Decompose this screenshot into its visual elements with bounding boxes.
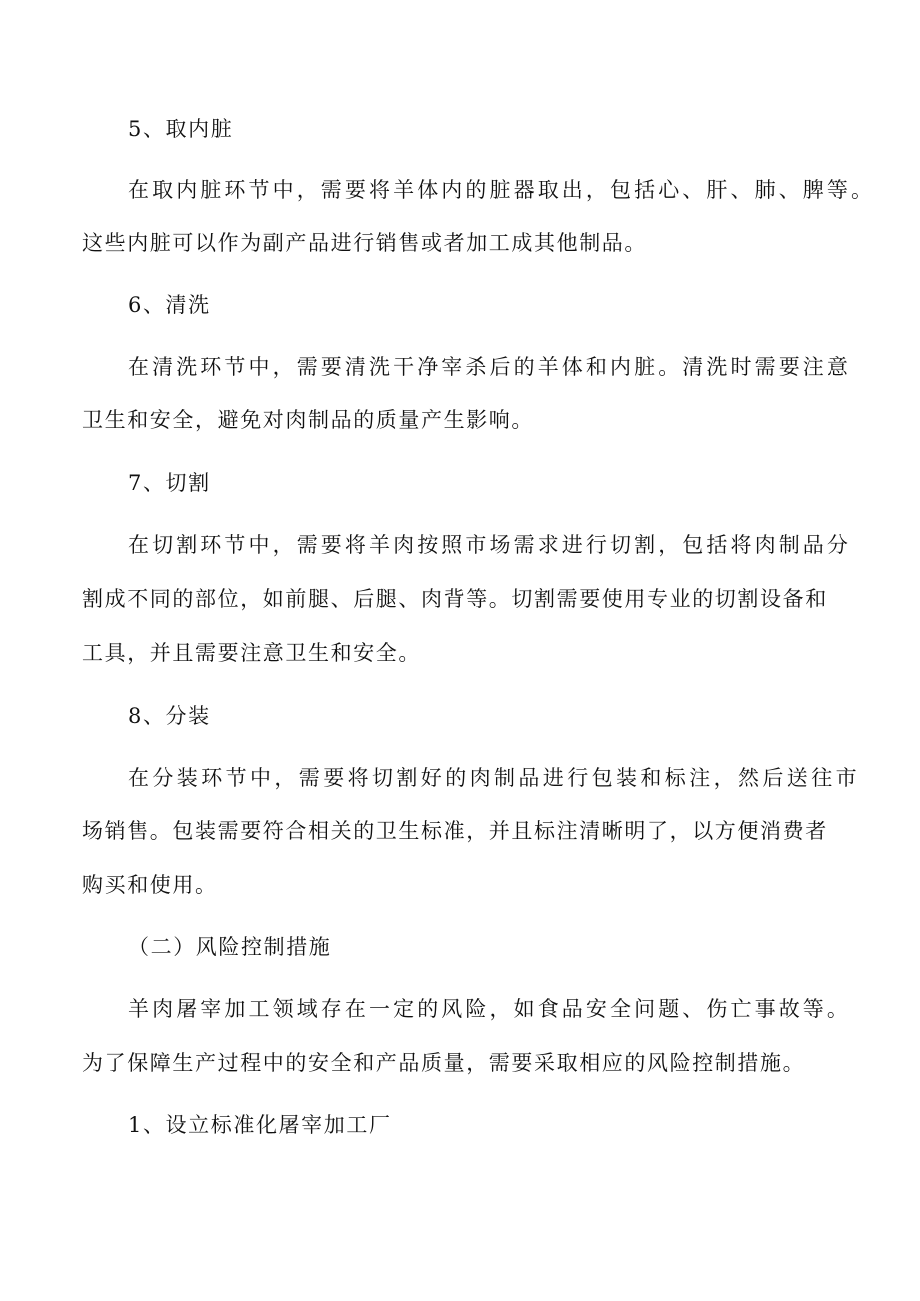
heading-5: 5、取内脏 (128, 117, 234, 141)
paragraph-line: 卫生和安全，避免对肉制品的质量产生影响。 (82, 408, 534, 432)
paragraph-line: 工具，并且需要注意卫生和安全。 (82, 641, 421, 665)
paragraph-line: 这些内脏可以作为副产品进行销售或者加工成其他制品。 (82, 231, 647, 255)
paragraph-line: 为了保障生产过程中的安全和产品质量，需要采取相应的风险控制措施。 (82, 1051, 806, 1075)
heading-6: 6、清洗 (128, 293, 211, 317)
paragraph-line: 在分装环节中，需要将切割好的肉制品进行包装和标注，然后送往市 (128, 766, 860, 790)
paragraph-line: 在取内脏环节中，需要将羊体内的脏器取出，包括心、肝、肺、脾等。 (128, 178, 876, 202)
paragraph-line: 场销售。包装需要符合相关的卫生标准，并且标注清晰明了，以方便消费者 (82, 819, 828, 843)
heading-7: 7、切割 (128, 471, 211, 495)
heading-1: 1、设立标准化屠宰加工厂 (128, 1113, 392, 1137)
heading-8: 8、分装 (128, 704, 211, 728)
paragraph-line: 在清洗环节中，需要清洗干净宰杀后的羊体和内脏。清洗时需要注意 (128, 355, 851, 379)
paragraph-line: 割成不同的部位，如前腿、后腿、肉背等。切割需要使用专业的切割设备和 (82, 587, 828, 611)
section-heading: （二）风险控制措施 (128, 935, 332, 959)
paragraph-line: 羊肉屠宰加工领域存在一定的风险，如食品安全问题、伤亡事故等。 (128, 997, 851, 1021)
paragraph-line: 购买和使用。 (82, 873, 218, 897)
paragraph-line: 在切割环节中，需要将羊肉按照市场需求进行切割，包括将肉制品分 (128, 533, 851, 557)
